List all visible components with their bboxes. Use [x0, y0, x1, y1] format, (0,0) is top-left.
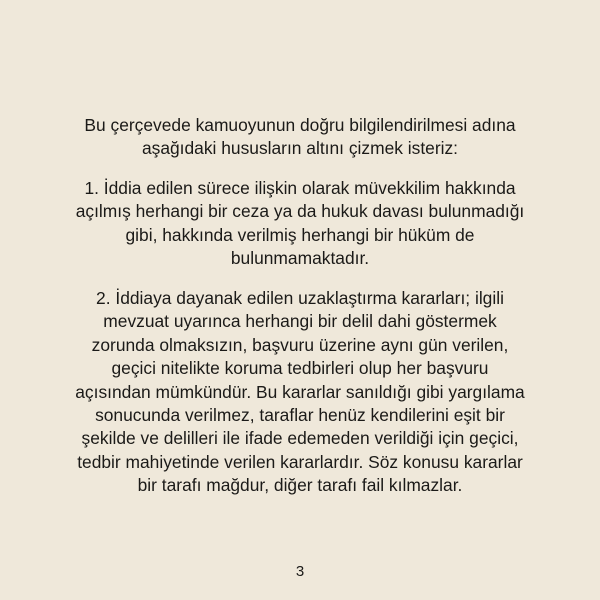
text-line: mevzuat uyarınca herhangi bir delil dahi göstermek	[103, 311, 497, 332]
text-line: 2. İddiaya dayanak edilen uzaklaştırma kararları; ilgili	[96, 288, 504, 308]
text-line: geçici nitelikte koruma tedbirleri olup her başvuru	[111, 358, 489, 379]
text-line: gibi, hakkında verilmiş herhangi bir hüküm de	[125, 224, 475, 245]
page-number: 3	[295, 563, 305, 580]
intro-paragraph	[0, 114, 600, 161]
text-line: Bu çerçevede kamuoyunun doğru bilgilendirilmesi adına	[84, 115, 516, 135]
text-line: açısından mümkündür. Bu kararlar sanıldığı gibi yargılama	[75, 381, 525, 402]
text-line: 1. İddia edilen sürece ilişkin olarak müvekkilim hakkında	[84, 178, 516, 198]
text-line: açılmış herhangi bir ceza ya da hukuk davası bulunmadığı	[75, 201, 525, 222]
text-line: zorunda olmaksızın, başvuru üzerine aynı gün verilen,	[91, 334, 509, 355]
text-line: bulunmamaktadır.	[230, 248, 370, 269]
text-line: şekilde ve delilleri ile ifade edemeden verildiği için geçici,	[81, 428, 519, 449]
text-line: bir tarafı mağdur, diğer tarafı fail kılmazlar.	[137, 475, 463, 496]
text-line: sonucunda verilmez, taraflar henüz kendilerini eşit bir	[95, 405, 505, 426]
point-1-paragraph	[0, 177, 600, 271]
point-2-paragraph	[0, 287, 600, 498]
text-line: aşağıdaki hususların altını çizmek isteriz:	[141, 138, 459, 159]
text-line: tedbir mahiyetinde verilen kararlardır. Söz konusu kararlar	[77, 451, 523, 472]
